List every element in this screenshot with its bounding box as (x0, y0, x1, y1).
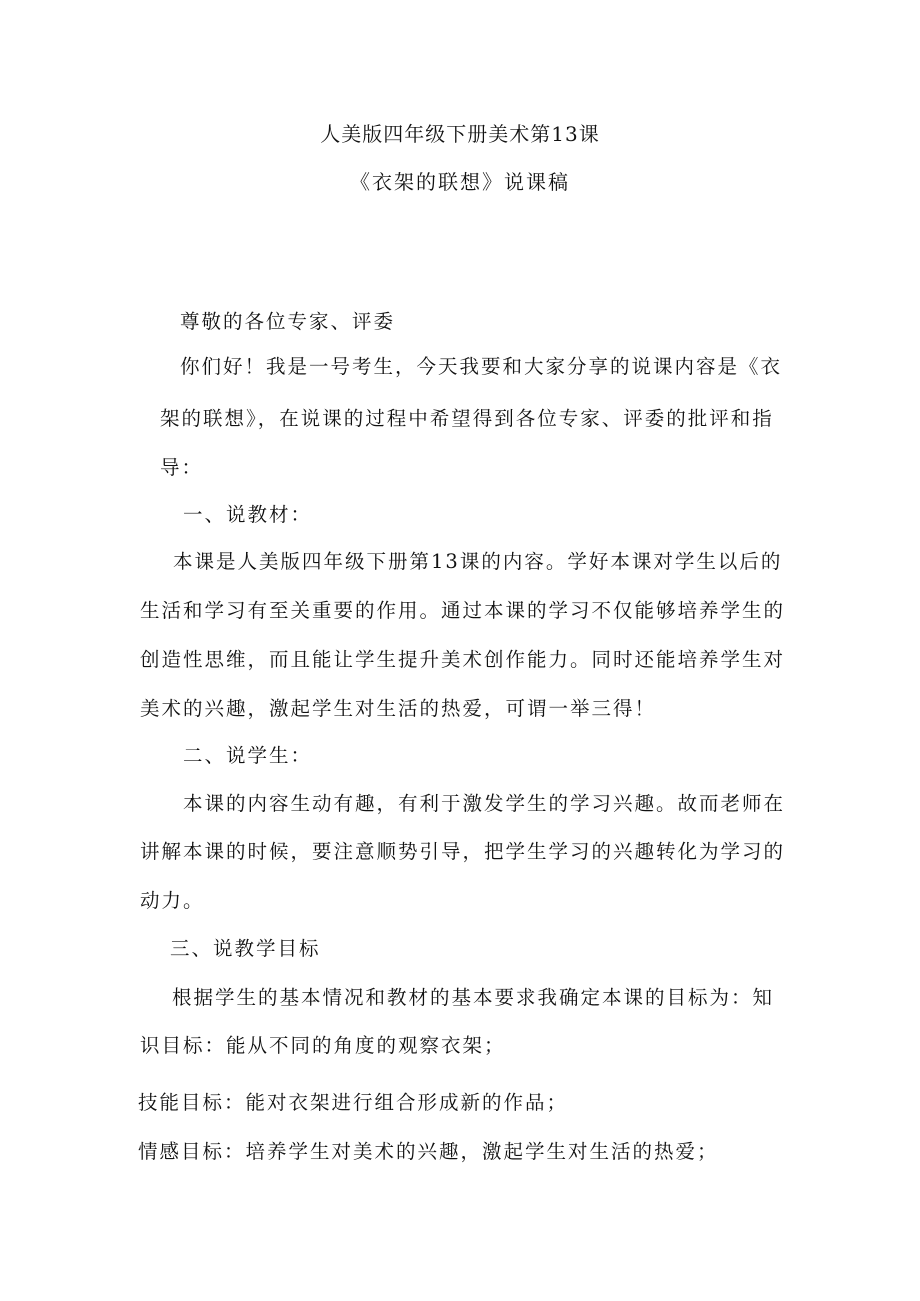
intro-line-3: 导： (160, 456, 204, 479)
section-3-line-4: 情感目标：培养学生对美术的兴趣，激起学生对生活的热爱； (138, 1140, 719, 1163)
section-1-line-1: 本课是人美版四年级下册第13课的内容。学好本课对学生以后的 (173, 550, 783, 573)
section-2-line-2: 讲解本课的时候，要注意顺势引导，把学生学习的兴趣转化为学习的 (140, 840, 786, 863)
section-2-line-1: 本课的内容生动有趣，有利于激发学生的学习兴趣。故而老师在 (183, 792, 786, 815)
document-title-line-1: 人美版四年级下册美术第13课 (320, 122, 600, 146)
intro-line-1: 你们好！我是一号考生，今天我要和大家分享的说课内容是《衣 (180, 355, 783, 378)
section-1-line-2: 生活和学习有至关重要的作用。通过本课的学习不仅能够培养学生的 (140, 599, 786, 622)
document-title-line-2: 《衣架的联想》说课稿 (350, 170, 570, 194)
greeting: 尊敬的各位专家、评委 (180, 310, 396, 333)
section-3-line-2: 识目标：能从不同的角度的观察衣架； (140, 1034, 506, 1057)
section-1-heading: 一、说教材： (183, 503, 313, 526)
intro-line-2: 架的联想》，在说课的过程中希望得到各位专家、评委的批评和指 (160, 407, 774, 430)
section-1-line-3: 创造性思维，而且能让学生提升美术创作能力。同时还能培养学生对 (140, 648, 786, 671)
section-2-line-3: 动力。 (140, 889, 205, 912)
section-1-line-4: 美术的兴趣，激起学生对生活的热爱，可谓一举三得！ (140, 697, 657, 720)
section-3-heading: 三、说教学目标 (170, 937, 321, 960)
section-3-line-3: 技能目标：能对衣架进行组合形成新的作品； (138, 1091, 569, 1114)
section-3-line-1: 根据学生的基本情况和教材的基本要求我确定本课的目标为：知 (172, 986, 775, 1009)
section-2-heading: 二、说学生： (183, 744, 313, 767)
